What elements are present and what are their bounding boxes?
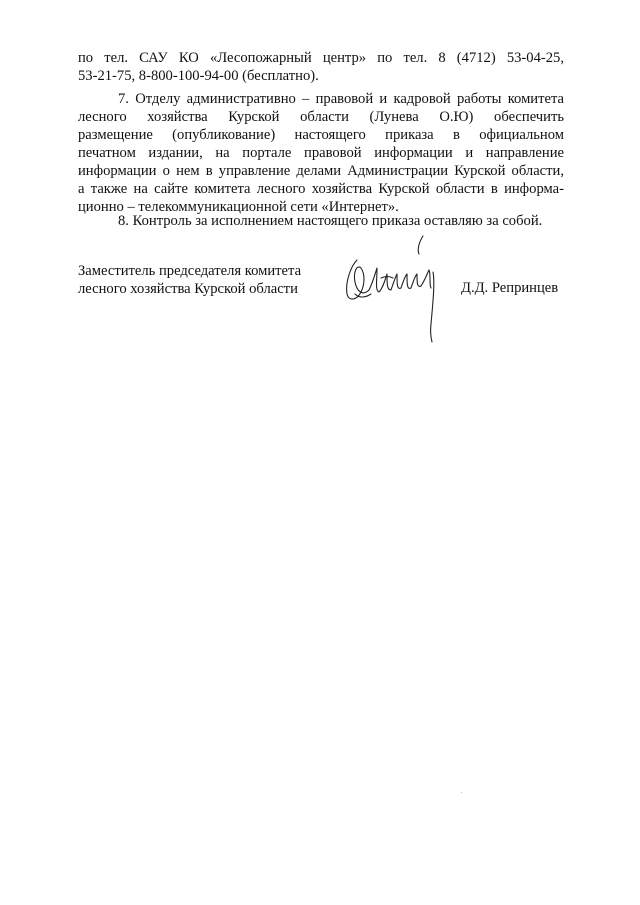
scan-speck (461, 792, 462, 793)
signer-position-line-1: Заместитель председателя комитета (78, 263, 302, 279)
signer-position (78, 262, 301, 298)
signer-name: Д.Д. Репринцев (461, 280, 559, 296)
paragraph-7-line-6: а также на сайте комитета лесного хозяйства Курской области в информа- (78, 181, 564, 197)
paragraph-7-line-7: ционно – телекоммуникационной сети «Интернет». (78, 199, 399, 215)
body-line-2: 53-21-75, 8-800-100-94-00 (бесплатно). (78, 68, 319, 84)
signer-position-line-2: лесного хозяйства Курской области (78, 281, 298, 297)
paragraph-7-line-1: 7. Отделу административно – правовой и кадровой работы комитета (118, 91, 564, 107)
body-line-1: по тел. САУ КО «Лесопожарный центр» по тел. 8 (4712) 53-04-25, (78, 50, 564, 66)
handwritten-signature (335, 232, 455, 347)
paragraph-7-line-5: информации о нем в управление делами Администрации Курской области, (78, 163, 564, 179)
paragraph-8: 8. Контроль за исполнением настоящего приказа оставляю за собой. (118, 213, 543, 229)
paragraph-7-line-2: лесного хозяйства Курской области (Лунева О.Ю) обеспечить (78, 109, 564, 125)
paragraph-7-line-3: размещение (опубликование) настоящего приказа в официальном (78, 127, 564, 143)
paragraph-7-line-4: печатном издании, на портале правовой информации и направление (78, 145, 564, 161)
